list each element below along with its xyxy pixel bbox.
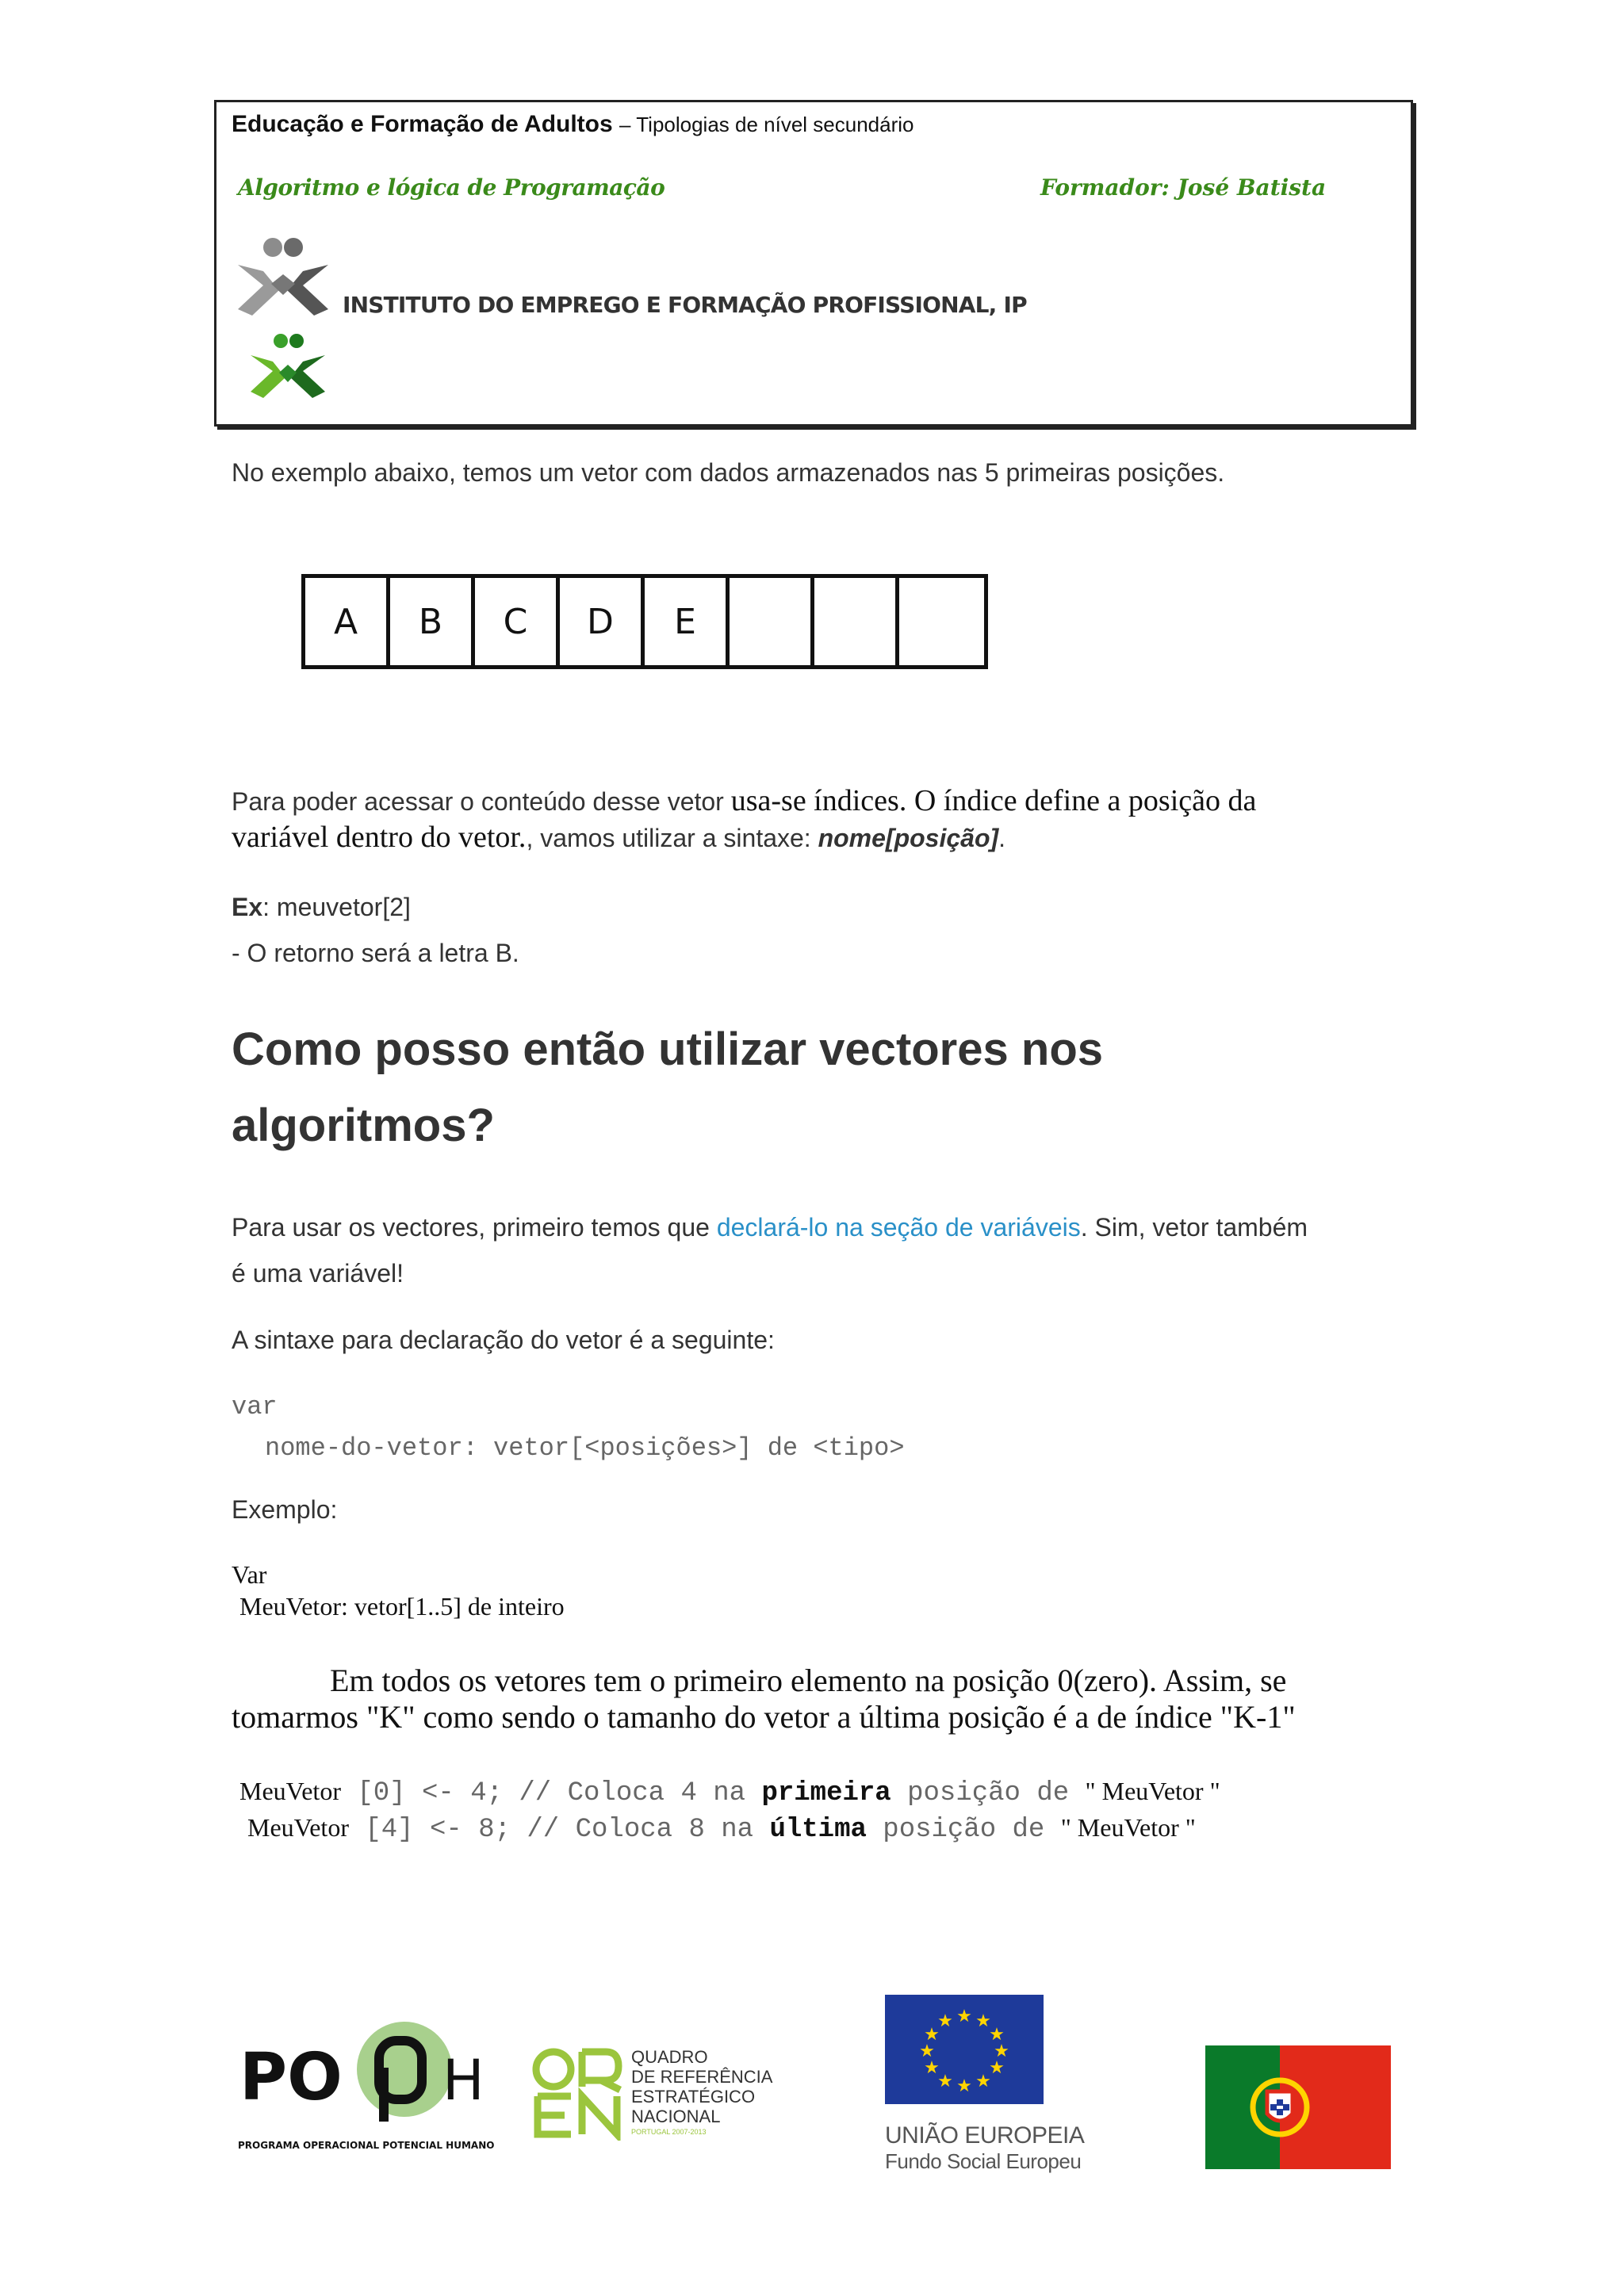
intro-text: No exemplo abaixo, temos um vetor com dados armazenados nas 5 primeiras posições. [232, 458, 1225, 487]
svg-text:★: ★ [975, 2011, 991, 2031]
example-code: : meuvetor[2] [262, 893, 411, 921]
svg-text:★: ★ [956, 2076, 972, 2096]
svg-text:★: ★ [924, 2025, 940, 2045]
qren-line-small: PORTUGAL 2007-2013 [631, 2128, 707, 2136]
svg-text:★: ★ [994, 2042, 1009, 2061]
usage-line-2: é uma variável! [232, 1259, 404, 1288]
header-box [214, 100, 1413, 427]
example-declaration: MeuVetor: vetor[1..5] de inteiro [239, 1592, 565, 1621]
access-text: , vamos utilizar a sintaxe: [526, 824, 818, 852]
section-heading-line-1: Como posso então utilizar vectores nos [232, 1024, 1103, 1075]
access-text: . [998, 824, 1006, 852]
assign-line-1 [239, 1776, 1220, 1808]
trainer-name: Formador: José Batista [1040, 174, 1327, 201]
poph-subtitle: PROGRAMA OPERACIONAL POTENCIAL HUMANO [238, 2140, 495, 2151]
qren-line: ESTRATÉGICO [631, 2087, 756, 2107]
iefp-small-logo-icon [246, 333, 330, 404]
index-note-line-1: Em todos os vetores tem o primeiro elemento na posição 0(zero). Assim, se [330, 1663, 1287, 1698]
poph-logo-icon [238, 2020, 508, 2123]
array-cell: B [390, 578, 475, 665]
array-cell [814, 578, 899, 665]
svg-text:★: ★ [937, 2011, 953, 2031]
code-line-declaration: nome-do-vetor: vetor[<posições>] de <tipo> [265, 1433, 905, 1463]
syntax-highlight: nome[posição] [818, 824, 999, 852]
index-note-line-2: tomarmos "K" como sendo o tamanho do vetor a última posição é a de índice "K-1" [232, 1699, 1296, 1735]
array-cell: A [305, 578, 390, 665]
access-text: Para poder acessar o conteúdo desse vetor [232, 787, 731, 816]
poph-logo [238, 2020, 508, 2163]
variables-section-link[interactable]: declará-lo na seção de variáveis [716, 1213, 1081, 1242]
access-text-serif: usa-se índices. O índice define a posição da [730, 784, 1257, 817]
syntax-intro: A sintaxe para declaração do vetor é a seguinte: [232, 1326, 775, 1354]
svg-text:★: ★ [989, 2058, 1005, 2078]
usage-line-1 [232, 1213, 1308, 1242]
access-text-serif: variável dentro do vetor. [232, 821, 527, 854]
example-label-2: Exemplo: [232, 1495, 338, 1524]
usage-text: . Sim, vetor também [1080, 1213, 1308, 1242]
assign-var: MeuVetor [1071, 1813, 1185, 1842]
access-line-1 [232, 783, 1256, 818]
array-cell [730, 578, 814, 665]
assign-bold: última [769, 1815, 867, 1845]
array-cell [899, 578, 984, 665]
program-title-text: Educação e Formação de Adultos [232, 111, 613, 137]
qren-line: QUADRO [631, 2047, 708, 2067]
assign-code: posição de [891, 1778, 1086, 1808]
program-subtitle: – Tipologias de nível secundário [619, 113, 914, 136]
svg-text:★: ★ [989, 2025, 1005, 2045]
assign-code: [0] <- 4; // Coloca 4 na [340, 1778, 762, 1808]
svg-text:★: ★ [956, 2007, 972, 2026]
svg-text:★: ★ [919, 2042, 935, 2061]
access-line-2 [232, 820, 1005, 855]
assign-var: MeuVetor [1095, 1777, 1210, 1805]
assign-quote: " [1085, 1777, 1096, 1805]
code-line-var: var [232, 1392, 278, 1422]
array-cell: C [475, 578, 560, 665]
qren-logo-icon [530, 2045, 628, 2141]
assign-quote: " [1185, 1813, 1196, 1842]
qren-line: DE REFERÊNCIA [631, 2067, 773, 2087]
eu-fund: Fundo Social Europeu [885, 2149, 1082, 2173]
example-line [232, 893, 411, 922]
program-title [232, 111, 914, 138]
qren-line: NACIONAL [631, 2107, 721, 2126]
array-cell: E [645, 578, 730, 665]
assign-bold: primeira [761, 1778, 891, 1808]
svg-text:★: ★ [975, 2072, 991, 2091]
array-diagram [301, 574, 988, 669]
qren-text [631, 2047, 772, 2137]
example-result: - O retorno será a letra B. [232, 939, 519, 967]
assign-var: MeuVetor [239, 1777, 341, 1805]
eu-logo [885, 1995, 1099, 2173]
example-var: Var [232, 1560, 267, 1589]
qren-logo [530, 2045, 773, 2141]
svg-text:★: ★ [937, 2072, 953, 2091]
section-heading-line-2: algoritmos? [232, 1100, 495, 1151]
usage-text: Para usar os vectores, primeiro temos que [232, 1213, 717, 1242]
assign-code: posição de [866, 1815, 1061, 1845]
poph-letters: PO [239, 2040, 343, 2115]
assign-quote: " [1209, 1777, 1220, 1805]
assign-line-2 [247, 1812, 1196, 1845]
example-label: Ex [232, 893, 263, 921]
iefp-logo-icon [232, 236, 335, 323]
assign-var: MeuVetor [247, 1813, 349, 1842]
eu-name: UNIÃO EUROPEIA [885, 2122, 1085, 2149]
poph-letter-h: H [442, 2048, 485, 2113]
assign-quote: " [1060, 1813, 1071, 1842]
svg-text:★: ★ [924, 2058, 940, 2078]
assign-code: [4] <- 8; // Coloca 8 na [348, 1815, 770, 1845]
course-title: Algoritmo e lógica de Programação [238, 174, 665, 201]
eu-flag-icon [885, 1995, 1044, 2104]
institute-name: INSTITUTO DO EMPREGO E FORMAÇÃO PROFISSIONAL, IP [343, 292, 1027, 318]
array-cell: D [560, 578, 645, 665]
portugal-flag-icon [1205, 2045, 1391, 2169]
